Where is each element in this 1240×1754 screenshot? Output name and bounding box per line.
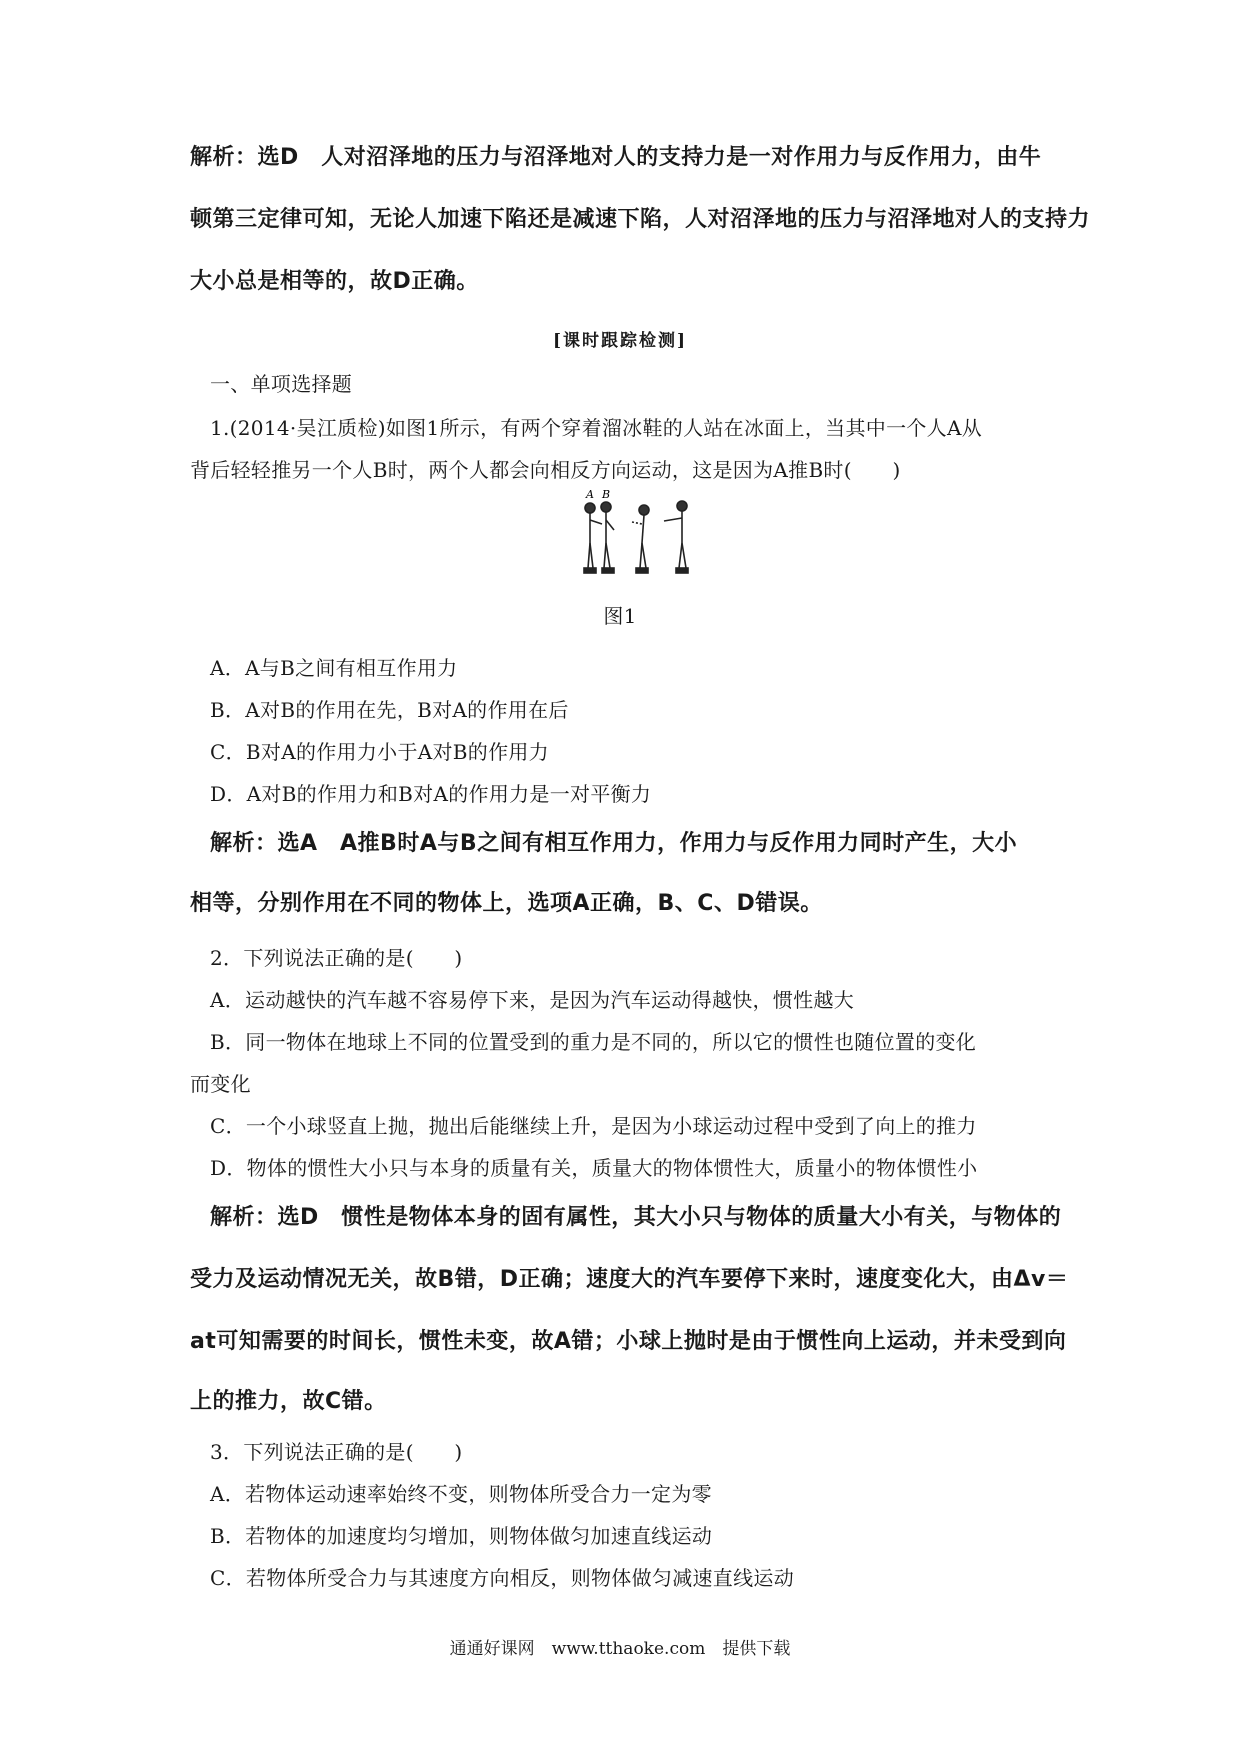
analysis-line: 相等，分别作用在不同的物体上，选项A正确，B、C、D错误。 bbox=[190, 891, 823, 916]
option-d: D．物体的惯性大小只与本身的质量有关，质量大的物体惯性大，质量小的物体惯性小 bbox=[210, 1156, 978, 1180]
option-a: A．运动越快的汽车越不容易停下来，是因为汽车运动得越快，惯性越大 bbox=[210, 988, 855, 1012]
option-c: C．B对A的作用力小于A对B的作用力 bbox=[210, 740, 549, 764]
option-a: A．A与B之间有相互作用力 bbox=[210, 656, 458, 680]
analysis-line: 大小总是相等的，故D正确。 bbox=[190, 269, 479, 294]
option-a: A．若物体运动速率始终不变，则物体所受合力一定为零 bbox=[210, 1482, 712, 1506]
analysis-line: 顿第三定律可知，无论人加速下陷还是减速下陷，人对沼泽地的压力与沼泽地对人的支持力 bbox=[190, 207, 1091, 232]
part-title: 一、单项选择题 bbox=[210, 372, 353, 396]
question-stem: 背后轻轻推另一个人B时，两个人都会向相反方向运动，这是因为A推B时( ) bbox=[190, 458, 901, 482]
option-c: C．若物体所受合力与其速度方向相反，则物体做匀减速直线运动 bbox=[210, 1566, 795, 1590]
skater-pair-before bbox=[584, 502, 614, 573]
option-b: B．若物体的加速度均匀增加，则物体做匀加速直线运动 bbox=[210, 1524, 713, 1548]
analysis-line: 解析：选D 人对沼泽地的压力与沼泽地对人的支持力是一对作用力与反作用力，由牛 bbox=[190, 145, 1042, 170]
option-b-continued: 而变化 bbox=[190, 1072, 251, 1096]
question-stem: 2．下列说法正确的是( ) bbox=[210, 946, 463, 970]
analysis-line: 解析：选D 惯性是物体本身的固有属性，其大小只与物体的质量大小有关，与物体的 bbox=[210, 1205, 1062, 1230]
figure-caption: 图1 bbox=[603, 604, 637, 628]
analysis-line: at可知需要的时间长，惯性未变，故A错；小球上抛时是由于惯性向上运动，并未受到向 bbox=[190, 1329, 1067, 1354]
option-b: B．A对B的作用在先，B对A的作用在后 bbox=[210, 698, 569, 722]
skater-pair-after bbox=[632, 501, 688, 573]
page-footer: 通通好课网 www.tthaoke.com 提供下载 bbox=[449, 1639, 791, 1659]
section-title: [课时跟踪检测] bbox=[552, 331, 688, 351]
option-d: D．A对B的作用力和B对A的作用力是一对平衡力 bbox=[210, 782, 652, 806]
analysis-line: 解析：选A A推B时A与B之间有相互作用力，作用力与反作用力同时产生，大小 bbox=[210, 831, 1018, 856]
figure-label-a: A bbox=[586, 488, 594, 501]
analysis-line: 上的推力，故C错。 bbox=[190, 1389, 387, 1414]
figure-label-b: B bbox=[602, 488, 611, 501]
question-stem: 3．下列说法正确的是( ) bbox=[210, 1440, 463, 1464]
question-stem: 1.(2014·吴江质检)如图1所示，有两个穿着溜冰鞋的人站在冰面上，当其中一个人A从 bbox=[210, 416, 983, 440]
analysis-line: 受力及运动情况无关，故B错，D正确；速度大的汽车要停下来时，速度变化大，由Δv＝ bbox=[190, 1267, 1069, 1292]
skaters-figure bbox=[578, 488, 696, 584]
option-b: B．同一物体在地球上不同的位置受到的重力是不同的，所以它的惯性也随位置的变化 bbox=[210, 1030, 977, 1054]
option-c: C．一个小球竖直上抛，抛出后能继续上升，是因为小球运动过程中受到了向上的推力 bbox=[210, 1114, 977, 1138]
